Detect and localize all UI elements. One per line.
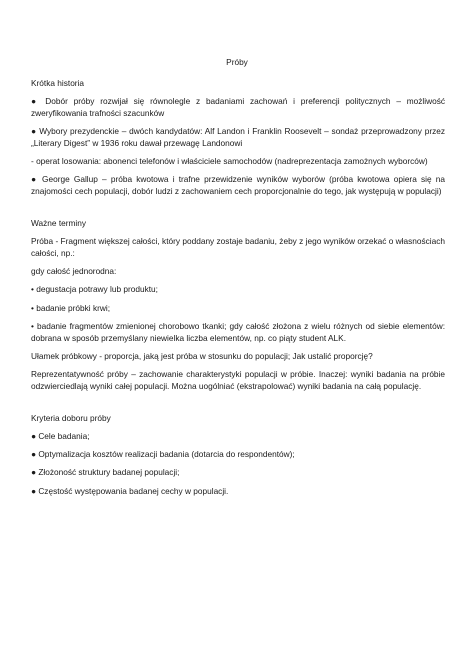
section-heading-criteria: Kryteria doboru próby [31,412,111,423]
criteria-item: ● Złożoność struktury badanej populacji; [31,467,180,478]
criteria-item: ● Cele badania; [31,431,90,442]
terms-paragraph: Próba - Fragment większej całości, który poddany zostaje badaniu, żeby z jego wyników orzekać o własnościach całości, np.: [31,236,445,259]
history-paragraph: ● Wybory prezydenckie – dwóch kandydatów: Alf Landon i Franklin Roosevelt – sondaż przeprowadzony przez „Literary Digest” w 1936 roku dawał przewagę Landonowi [31,126,445,148]
terms-paragraph: • badanie fragmentów zmienionej chorobowo tkanki; gdy całość złożona z wielu różnych od siebie elementów: dobrana w sposób przemyślany niewielka liczba elementów, np. co piąty student ALK. [31,320,445,343]
terms-paragraph: • badanie próbki krwi; [31,302,110,313]
section-heading-history: Krótka historia [31,78,85,88]
criteria-item: ● Częstość występowania badanej cechy w populacji. [31,485,229,496]
terms-paragraph: Ułamek próbkowy - proporcja, jaką jest próba w stosunku do populacji; Jak ustalić proporcję? [31,350,373,361]
section-heading-terms: Ważne terminy [31,218,87,229]
terms-paragraph: gdy całość jednorodna: [31,266,117,277]
spacer [31,399,445,413]
history-paragraph: ● Dobór próby rozwijał się równolegle z badaniami zachowań i preferencji politycznych – możliwość zweryfikowania trafności szacunków [31,96,445,118]
history-paragraph: - operat losowania: abonenci telefonów i właściciele samochodów (nadreprezentacja zamożnych wyborców) [31,156,428,167]
document-body [31,78,445,504]
criteria-item: ● Optymalizacja kosztów realizacji badania (dotarcia do respondentów); [31,449,295,460]
spacer [31,204,445,218]
page-title: Próby [226,57,248,67]
history-paragraph: ● George Gallup – próba kwotowa i trafne przewidzenie wyników wyborów (próba kwotowa opiera się na znajomości cech populacji, dobór ludzi z zachowaniem cech proporcjonalnie do tego, jak występują w populacji) [31,174,445,196]
terms-paragraph: Reprezentatywność próby – zachowanie charakterystyki populacji w próbie. Inaczej: wyniki badania na próbie odzwierciedlają wyniki całej populacji. Można uogólniać (ekstrapolować) wyniki badania na całą populację. [31,368,445,391]
terms-paragraph: • degustacja potrawy lub produktu; [31,284,158,295]
